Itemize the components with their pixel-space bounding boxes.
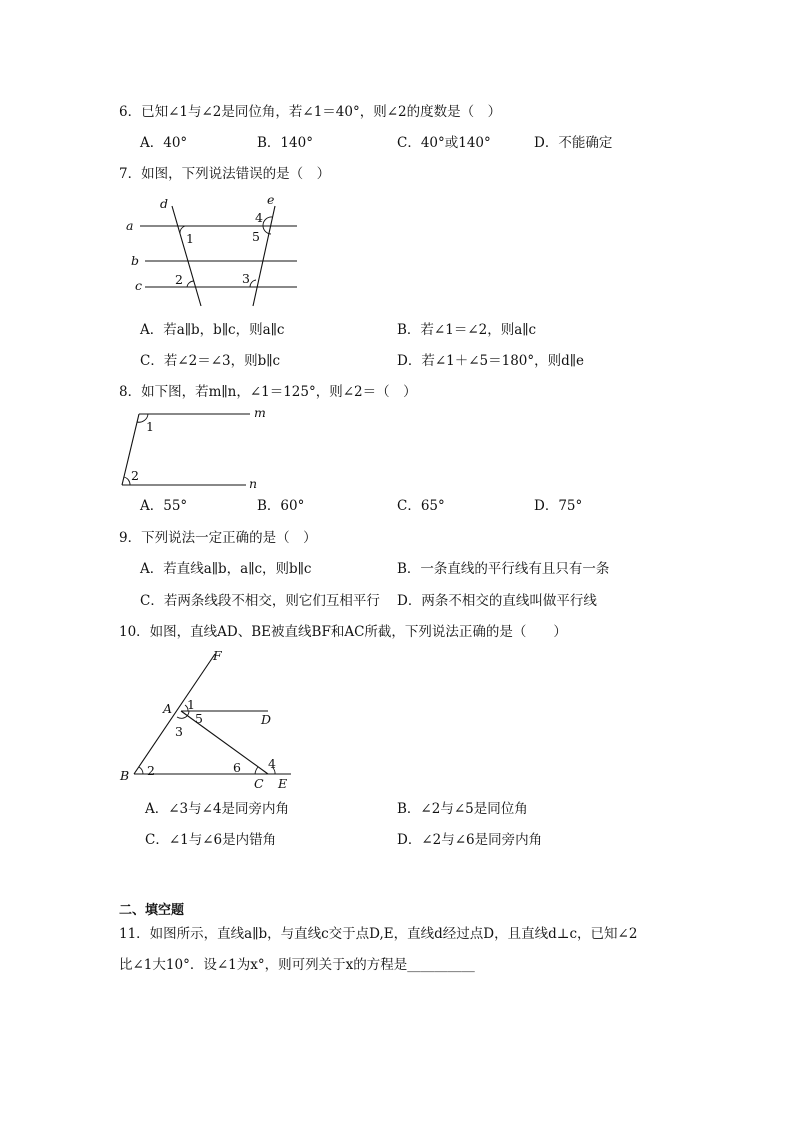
q7-angle-1-arc <box>180 226 185 233</box>
line-d <box>172 206 201 306</box>
q8-option-c[interactable]: C．65° <box>397 498 445 514</box>
q10-option-d[interactable]: D．∠2与∠6是同旁内角 <box>397 832 543 848</box>
q10-point-e: E <box>278 776 288 791</box>
q10-angle-3-arc <box>177 716 187 718</box>
q7-option-d[interactable]: D．若∠1＋∠5＝180°，则d∥e <box>397 353 585 369</box>
q10-point-a: A <box>163 701 173 716</box>
q7-label-c: c <box>135 278 143 293</box>
q7-figure <box>125 192 315 312</box>
q9-option-a[interactable]: A．若直线a∥b，a∥c，则b∥c <box>140 561 312 577</box>
q10-angle-3: 3 <box>175 724 183 739</box>
q10-angle-6: 6 <box>233 760 241 775</box>
q10-stem: 10．如图，直线AD、BE被直线BF和AC所截，下列说法正确的是（ ） <box>119 624 567 640</box>
q7-option-a[interactable]: A．若a∥b，b∥c，则a∥c <box>140 322 285 338</box>
q10-figure <box>118 646 308 791</box>
q7-angle-2-arc <box>187 281 194 287</box>
q6-option-d[interactable]: D．不能确定 <box>534 135 613 151</box>
q10-angle-2: 2 <box>147 763 155 778</box>
q10-point-c: C <box>254 776 264 791</box>
q7-angle-4: 4 <box>255 210 263 225</box>
section-title-fill-in: 二、填空题 <box>119 903 185 918</box>
q10-angle-6-arc <box>255 767 258 774</box>
q11-stem-line2[interactable]: 比∠1大10°．设∠1为x°，则可列关于x的方程是__________ <box>119 957 475 973</box>
q8-angle-1: 1 <box>146 419 154 434</box>
q10-angle-4: 4 <box>268 756 276 771</box>
q6-option-c[interactable]: C．40°或140° <box>397 135 491 151</box>
q6-stem: 6．已知∠1与∠2是同位角，若∠1＝40°，则∠2的度数是（ ） <box>119 104 502 120</box>
q7-label-b: b <box>131 253 140 268</box>
q10-angle-1: 1 <box>187 697 195 712</box>
q7-label-a: a <box>126 218 134 233</box>
q7-angle-5: 5 <box>252 229 260 244</box>
q10-option-b[interactable]: B．∠2与∠5是同位角 <box>397 801 528 817</box>
q10-point-b: B <box>120 768 130 783</box>
q9-option-b[interactable]: B．一条直线的平行线有且只有一条 <box>397 561 610 577</box>
q7-angle-3: 3 <box>242 271 250 286</box>
q7-option-c[interactable]: C．若∠2＝∠3，则b∥c <box>140 353 281 369</box>
q10-option-c[interactable]: C．∠1与∠6是内错角 <box>145 832 277 848</box>
q8-angle-2: 2 <box>131 468 139 483</box>
q6-option-b[interactable]: B．140° <box>257 135 313 151</box>
q10-angle-5: 5 <box>195 711 203 726</box>
q10-point-f: F <box>213 648 222 663</box>
q10-point-d: D <box>261 712 272 727</box>
q8-figure <box>118 405 268 491</box>
q7-angle-2: 2 <box>175 272 183 287</box>
q8-label-m: m <box>254 405 266 420</box>
q9-option-d[interactable]: D．两条不相交的直线叫做平行线 <box>397 593 597 609</box>
q9-stem: 9．下列说法一定正确的是（ ） <box>119 530 317 546</box>
q11-stem-line1: 11．如图所示，直线a∥b，与直线c交于点D,E，直线d经过点D，且直线d⊥c，已知∠2 <box>119 926 638 942</box>
q8-angle-2-arc <box>124 477 130 485</box>
q7-angle-3-arc <box>250 280 256 287</box>
q7-angle-1: 1 <box>186 231 194 246</box>
q8-option-d[interactable]: D．75° <box>534 498 583 514</box>
q9-option-c[interactable]: C．若两条线段不相交，则它们互相平行 <box>140 593 380 609</box>
q7-option-b[interactable]: B．若∠1＝∠2，则a∥c <box>397 322 537 338</box>
q8-option-b[interactable]: B．60° <box>257 498 305 514</box>
q6-option-a[interactable]: A．40° <box>140 135 188 151</box>
q7-label-e: e <box>267 192 275 207</box>
q8-label-n: n <box>249 476 258 491</box>
q8-stem: 8．如下图，若m∥n，∠1＝125°，则∠2＝（ ） <box>119 384 417 400</box>
q8-option-a[interactable]: A．55° <box>140 498 188 514</box>
q10-angle-2-arc <box>139 767 143 774</box>
q7-stem: 7．如图，下列说法错误的是（ ） <box>119 166 331 182</box>
q10-option-a[interactable]: A．∠3与∠4是同旁内角 <box>145 801 290 817</box>
q7-label-d: d <box>160 196 169 211</box>
